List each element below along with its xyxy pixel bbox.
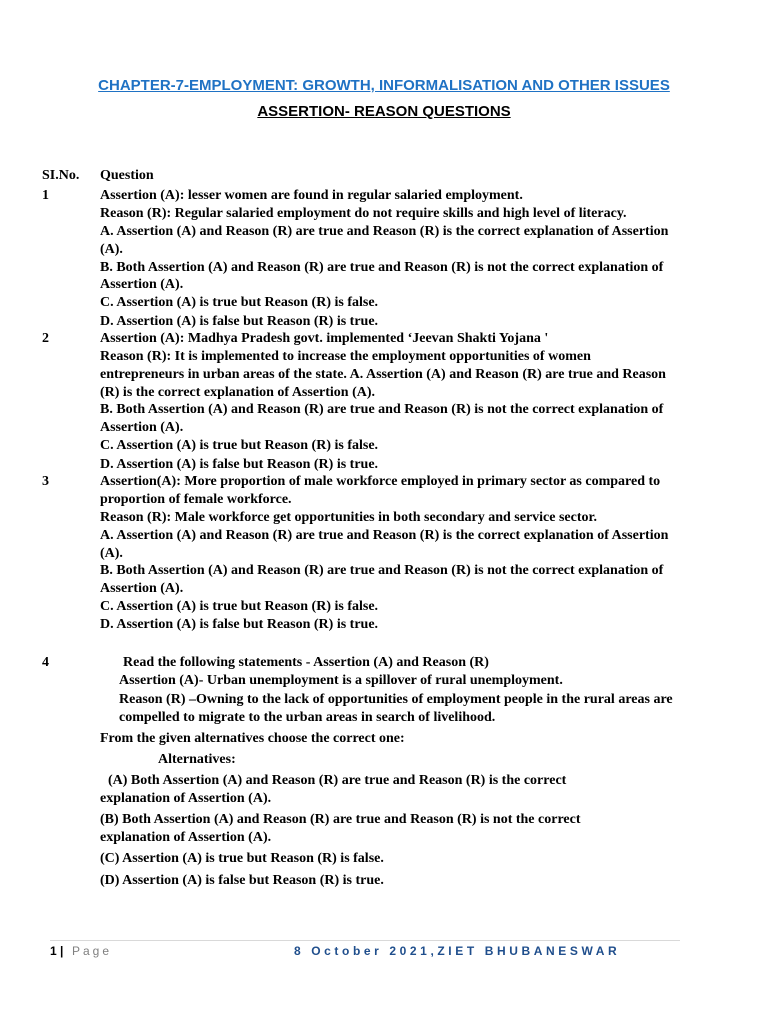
question-line: proportion of female workforce. [100,492,292,507]
question-line: Alternatives: [158,752,236,767]
question-line: D. Assertion (A) is false but Reason (R) is true. [100,617,379,632]
question-line: C. Assertion (A) is true but Reason (R) is false. [100,438,379,453]
footer-page-number: 1 [50,944,57,958]
question-line: Assertion (A). [100,581,184,596]
question-number: 4 [42,655,49,670]
question-number: 2 [42,331,49,346]
question-line: (A) Both Assertion (A) and Reason (R) are true and Reason (R) is the correct [108,773,567,788]
question-line: Reason (R): Male workforce get opportunities in both secondary and service sector. [100,510,597,525]
question-line: explanation of Assertion (A). [100,830,272,845]
question-line: (A). [100,546,123,561]
question-line: A. Assertion (A) and Reason (R) are true and Reason (R) is the correct explanation of Assertion [100,528,669,543]
question-line: entrepreneurs in urban areas of the state. A. Assertion (A) and Reason (R) are true and Reason [100,367,666,382]
question-line: C. Assertion (A) is true but Reason (R) is false. [100,599,379,614]
question-line: (D) Assertion (A) is false but Reason (R) is true. [100,873,384,888]
question-line: B. Both Assertion (A) and Reason (R) are true and Reason (R) is not the correct explanation of [100,260,664,275]
question-line: Assertion (A): Madhya Pradesh govt. implemented ‘Jeevan Shakti Yojana ' [100,331,549,346]
footer-separator: | [60,944,64,958]
question-line: Reason (R): It is implemented to increase the employment opportunities of women [100,349,591,364]
question-number: 3 [42,474,49,489]
section-title: ASSERTION- REASON QUESTIONS [257,103,511,120]
question-line: Assertion (A): lesser women are found in regular salaried employment. [100,188,523,203]
question-line: Read the following statements - Assertion (A) and Reason (R) [123,655,489,670]
question-number: 1 [42,188,49,203]
question-line: Reason (R) –Owning to the lack of opportunities of employment people in the rural areas are [119,692,673,707]
question-line: C. Assertion (A) is true but Reason (R) is false. [100,295,379,310]
question-line: explanation of Assertion (A). [100,791,272,806]
question-line: compelled to migrate to the urban areas in search of livelihood. [119,710,496,725]
question-line: B. Both Assertion (A) and Reason (R) are true and Reason (R) is not the correct explanation of [100,402,664,417]
slno-header: SI.No. [42,168,80,183]
question-line: (B) Both Assertion (A) and Reason (R) are true and Reason (R) is not the correct [100,812,581,827]
question-line: (A). [100,242,123,257]
footer-page-label: Page [72,944,113,958]
question-line: A. Assertion (A) and Reason (R) are true and Reason (R) is the correct explanation of Assertion [100,224,669,239]
footer-date-org: 8 October 2021,ZIET BHUBANESWAR [294,944,621,958]
question-line: Assertion (A). [100,420,184,435]
question-line: From the given alternatives choose the correct one: [100,731,405,746]
question-header: Question [100,168,154,183]
question-line: (C) Assertion (A) is true but Reason (R) is false. [100,851,384,866]
question-line: D. Assertion (A) is false but Reason (R) is true. [100,457,379,472]
question-line: D. Assertion (A) is false but Reason (R) is true. [100,314,379,329]
question-line: Assertion (A)- Urban unemployment is a spillover of rural unemployment. [119,673,563,688]
footer-divider [50,940,680,941]
chapter-title: CHAPTER-7-EMPLOYMENT: GROWTH, INFORMALISATION AND OTHER ISSUES [98,77,670,94]
question-line: (R) is the correct explanation of Assertion (A). [100,385,376,400]
question-line: Assertion(A): More proportion of male workforce employed in primary sector as compared to [100,474,661,489]
question-line: B. Both Assertion (A) and Reason (R) are true and Reason (R) is not the correct explanation of [100,563,664,578]
question-line: Assertion (A). [100,277,184,292]
question-line: Reason (R): Regular salaried employment do not require skills and high level of literacy. [100,206,627,221]
